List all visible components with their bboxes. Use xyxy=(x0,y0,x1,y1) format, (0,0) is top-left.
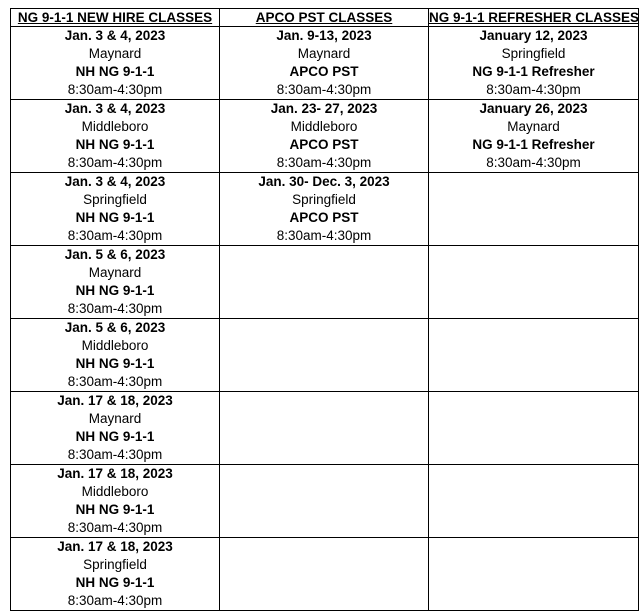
class-time: 8:30am-4:30pm xyxy=(67,155,163,170)
empty-cell xyxy=(220,246,429,319)
class-course: APCO PST xyxy=(289,64,359,79)
empty-cell xyxy=(220,319,429,392)
class-date: Jan. 30- Dec. 3, 2023 xyxy=(258,174,390,189)
apco-pst-class-cell xyxy=(220,173,429,246)
class-location: Maynard xyxy=(88,411,142,426)
class-course: NH NG 9-1-1 xyxy=(75,575,155,590)
class-date: Jan. 3 & 4, 2023 xyxy=(64,174,166,189)
new-hire-class-cell xyxy=(11,246,220,319)
class-time: 8:30am-4:30pm xyxy=(67,228,163,243)
class-date: January 26, 2023 xyxy=(479,101,588,116)
class-course: NH NG 9-1-1 xyxy=(75,356,155,371)
class-time: 8:30am-4:30pm xyxy=(276,155,372,170)
apco-pst-class-cell xyxy=(220,100,429,173)
class-date: Jan. 23- 27, 2023 xyxy=(270,101,378,116)
empty-cell xyxy=(220,465,429,538)
new-hire-class-cell xyxy=(11,465,220,538)
class-location: Maynard xyxy=(297,46,351,61)
new-hire-class-cell xyxy=(11,100,220,173)
class-course: NH NG 9-1-1 xyxy=(75,429,155,444)
class-date: Jan. 17 & 18, 2023 xyxy=(57,393,173,408)
class-location: Springfield xyxy=(292,192,356,207)
class-date: Jan. 17 & 18, 2023 xyxy=(57,539,173,554)
apco-pst-class-cell xyxy=(220,27,429,100)
class-course: NH NG 9-1-1 xyxy=(75,137,155,152)
new-hire-class-cell xyxy=(11,27,220,100)
new-hire-class-cell xyxy=(11,392,220,465)
header-new-hire-classes: NG 9-1-1 NEW HIRE CLASSES xyxy=(11,9,220,27)
class-time: 8:30am-4:30pm xyxy=(486,155,581,170)
empty-cell xyxy=(429,392,639,465)
table-row xyxy=(11,465,639,538)
empty-cell xyxy=(429,246,639,319)
class-location: Maynard xyxy=(88,265,142,280)
empty-cell xyxy=(220,538,429,611)
class-time: 8:30am-4:30pm xyxy=(67,374,163,389)
class-time: 8:30am-4:30pm xyxy=(276,82,372,97)
class-location: Maynard xyxy=(507,119,560,134)
refresher-class-cell xyxy=(429,100,639,173)
class-location: Middleboro xyxy=(81,338,149,353)
header-apco-pst-classes: APCO PST CLASSES xyxy=(220,9,429,27)
class-course: NH NG 9-1-1 xyxy=(75,64,155,79)
class-time: 8:30am-4:30pm xyxy=(67,520,163,535)
table-row xyxy=(11,27,639,100)
class-date: Jan. 3 & 4, 2023 xyxy=(64,28,166,43)
class-date: Jan. 9-13, 2023 xyxy=(276,28,372,43)
new-hire-class-cell xyxy=(11,319,220,392)
class-course: NG 9-1-1 Refresher xyxy=(472,137,595,152)
class-course: NH NG 9-1-1 xyxy=(75,502,155,517)
new-hire-class-cell xyxy=(11,173,220,246)
class-time: 8:30am-4:30pm xyxy=(67,593,163,608)
class-course: NH NG 9-1-1 xyxy=(75,283,155,298)
class-course: NG 9-1-1 Refresher xyxy=(472,64,595,79)
empty-cell xyxy=(429,173,639,246)
class-schedule-table xyxy=(10,8,639,611)
table-row xyxy=(11,173,639,246)
class-time: 8:30am-4:30pm xyxy=(67,447,163,462)
class-course: APCO PST xyxy=(289,210,359,225)
class-location: Springfield xyxy=(501,46,566,61)
schedule-body xyxy=(11,27,639,611)
new-hire-class-cell xyxy=(11,538,220,611)
table-row xyxy=(11,392,639,465)
class-location: Middleboro xyxy=(81,484,149,499)
class-date: January 12, 2023 xyxy=(479,28,588,43)
class-course: APCO PST xyxy=(289,137,359,152)
empty-cell xyxy=(220,392,429,465)
class-date: Jan. 5 & 6, 2023 xyxy=(64,247,166,262)
header-refresher-classes: NG 9-1-1 REFRESHER CLASSES xyxy=(429,10,640,25)
class-time: 8:30am-4:30pm xyxy=(67,82,163,97)
class-time: 8:30am-4:30pm xyxy=(276,228,372,243)
table-row xyxy=(11,319,639,392)
class-location: Springfield xyxy=(83,557,147,572)
class-course: NH NG 9-1-1 xyxy=(75,210,155,225)
class-time: 8:30am-4:30pm xyxy=(486,82,581,97)
class-date: Jan. 17 & 18, 2023 xyxy=(57,466,173,481)
class-date: Jan. 5 & 6, 2023 xyxy=(64,320,166,335)
empty-cell xyxy=(429,465,639,538)
class-location: Maynard xyxy=(88,46,142,61)
class-date: Jan. 3 & 4, 2023 xyxy=(64,101,166,116)
empty-cell xyxy=(429,538,639,611)
empty-cell xyxy=(429,319,639,392)
class-location: Springfield xyxy=(83,192,147,207)
class-location: Middleboro xyxy=(81,119,149,134)
table-row xyxy=(11,100,639,173)
table-row xyxy=(11,538,639,611)
table-row xyxy=(11,246,639,319)
class-location: Middleboro xyxy=(290,119,358,134)
refresher-class-cell xyxy=(429,27,639,100)
class-time: 8:30am-4:30pm xyxy=(67,301,163,316)
header-row xyxy=(11,9,639,27)
